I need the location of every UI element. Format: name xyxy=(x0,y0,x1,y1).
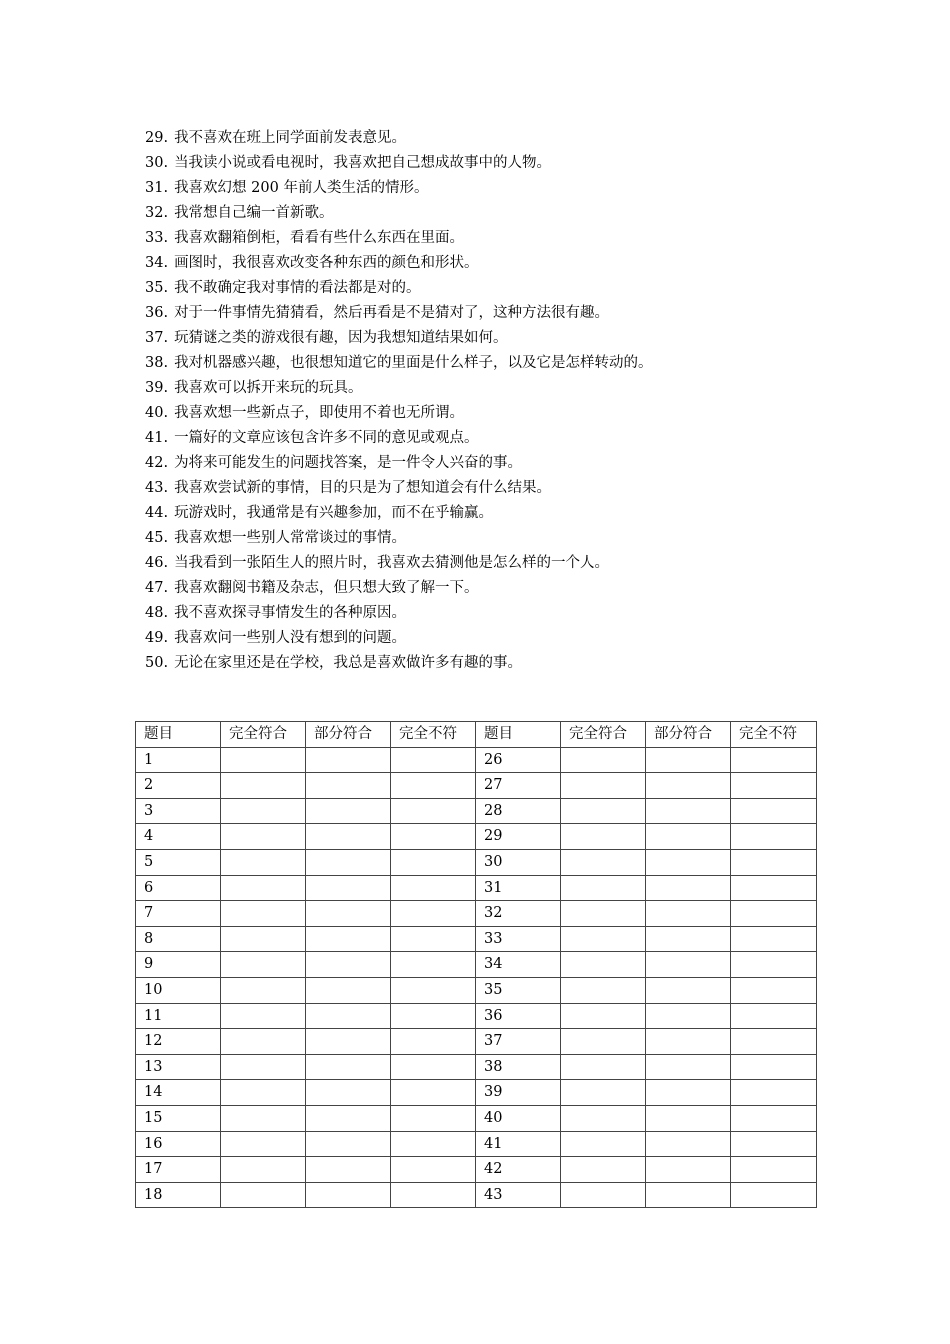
table-row xyxy=(136,1182,817,1208)
answer-cell[interactable] xyxy=(646,977,731,1003)
item-number-cell: 29 xyxy=(476,824,561,850)
item-number-cell: 36 xyxy=(476,1003,561,1029)
item-number-cell: 9 xyxy=(136,952,221,978)
answer-cell[interactable] xyxy=(731,1131,817,1157)
question-text: 玩游戏时，我通常是有兴趣参加，而不在乎输赢。 xyxy=(174,505,494,521)
item-number-cell: 35 xyxy=(476,977,561,1003)
answer-cell[interactable] xyxy=(561,1182,646,1208)
answer-cell[interactable] xyxy=(391,875,476,901)
column-header: 部分符合 xyxy=(306,722,391,748)
answer-cell[interactable] xyxy=(646,875,731,901)
question-text: 我不敢确定我对事情的看法都是对的。 xyxy=(174,280,421,296)
item-number-cell: 2 xyxy=(136,773,221,799)
question-item xyxy=(145,501,653,526)
answer-cell[interactable] xyxy=(646,1003,731,1029)
question-item xyxy=(145,476,653,501)
answer-cell[interactable] xyxy=(306,824,391,850)
answer-cell[interactable] xyxy=(221,952,306,978)
item-number-cell: 27 xyxy=(476,773,561,799)
answer-cell[interactable] xyxy=(221,926,306,952)
answer-cell[interactable] xyxy=(221,747,306,773)
table-row xyxy=(136,901,817,927)
answer-cell[interactable] xyxy=(221,1003,306,1029)
answer-cell[interactable] xyxy=(646,1105,731,1131)
question-number: 42. xyxy=(145,455,169,471)
answer-cell[interactable] xyxy=(221,901,306,927)
table-row xyxy=(136,1131,817,1157)
question-number: 40. xyxy=(145,405,169,421)
answer-cell[interactable] xyxy=(646,1131,731,1157)
answer-cell[interactable] xyxy=(561,1131,646,1157)
question-text: 我不喜欢在班上同学面前发表意见。 xyxy=(174,130,407,146)
answer-cell[interactable] xyxy=(731,747,817,773)
item-number-cell: 10 xyxy=(136,977,221,1003)
answer-cell[interactable] xyxy=(646,1182,731,1208)
answer-cell[interactable] xyxy=(646,849,731,875)
answer-cell[interactable] xyxy=(731,875,817,901)
question-text: 玩猜谜之类的游戏很有趣，因为我想知道结果如何。 xyxy=(174,330,508,346)
answer-cell[interactable] xyxy=(306,1003,391,1029)
answer-cell[interactable] xyxy=(561,849,646,875)
table-row xyxy=(136,1029,817,1055)
answer-cell[interactable] xyxy=(561,773,646,799)
question-text: 为将来可能发生的问题找答案，是一件令人兴奋的事。 xyxy=(174,455,523,471)
answer-cell[interactable] xyxy=(646,798,731,824)
answer-cell[interactable] xyxy=(306,1080,391,1106)
question-text: 我喜欢翻箱倒柜，看看有些什么东西在里面。 xyxy=(174,230,465,246)
answer-cell[interactable] xyxy=(561,926,646,952)
answer-cell[interactable] xyxy=(221,1054,306,1080)
answer-cell[interactable] xyxy=(306,747,391,773)
question-text: 当我读小说或看电视时，我喜欢把自己想成故事中的人物。 xyxy=(174,155,552,171)
answer-cell[interactable] xyxy=(391,849,476,875)
answer-cell[interactable] xyxy=(221,1131,306,1157)
question-item xyxy=(145,251,653,276)
answer-cell[interactable] xyxy=(306,1182,391,1208)
item-number-cell: 31 xyxy=(476,875,561,901)
question-item xyxy=(145,226,653,251)
item-number-cell: 40 xyxy=(476,1105,561,1131)
item-number-cell: 13 xyxy=(136,1054,221,1080)
question-number: 36. xyxy=(145,305,169,321)
answer-cell[interactable] xyxy=(221,1105,306,1131)
answer-cell[interactable] xyxy=(646,1080,731,1106)
question-item xyxy=(145,126,653,151)
answer-cell[interactable] xyxy=(391,1131,476,1157)
item-number-cell: 8 xyxy=(136,926,221,952)
answer-cell[interactable] xyxy=(561,875,646,901)
question-number: 33. xyxy=(145,230,169,246)
item-number-cell: 26 xyxy=(476,747,561,773)
answer-cell[interactable] xyxy=(561,824,646,850)
question-number: 31. xyxy=(145,180,169,196)
answer-cell[interactable] xyxy=(221,773,306,799)
question-text: 我喜欢可以拆开来玩的玩具。 xyxy=(174,380,363,396)
question-text: 我对机器感兴趣，也很想知道它的里面是什么样子，以及它是怎样转动的。 xyxy=(174,355,653,371)
item-number-cell: 18 xyxy=(136,1182,221,1208)
question-number: 50. xyxy=(145,655,169,671)
question-item xyxy=(145,601,653,626)
answer-cell[interactable] xyxy=(731,901,817,927)
item-number-cell: 16 xyxy=(136,1131,221,1157)
question-text: 我喜欢幻想 200 年前人类生活的情形。 xyxy=(174,180,429,196)
item-number-cell: 14 xyxy=(136,1080,221,1106)
item-number-cell: 1 xyxy=(136,747,221,773)
item-number-cell: 28 xyxy=(476,798,561,824)
answer-cell[interactable] xyxy=(646,1029,731,1055)
item-number-cell: 30 xyxy=(476,849,561,875)
question-item xyxy=(145,326,653,351)
column-header: 完全不符 xyxy=(731,722,817,748)
question-text: 我喜欢翻阅书籍及杂志，但只想大致了解一下。 xyxy=(174,580,479,596)
question-number: 48. xyxy=(145,605,169,621)
table-row xyxy=(136,798,817,824)
column-header: 题目 xyxy=(136,722,221,748)
table-row xyxy=(136,1003,817,1029)
answer-cell[interactable] xyxy=(731,824,817,850)
answer-cell[interactable] xyxy=(731,1029,817,1055)
table-row xyxy=(136,773,817,799)
table-row xyxy=(136,824,817,850)
question-number: 46. xyxy=(145,555,169,571)
answer-cell[interactable] xyxy=(221,1157,306,1183)
question-text: 我喜欢想一些新点子，即使用不着也无所谓。 xyxy=(174,405,465,421)
answer-cell[interactable] xyxy=(391,773,476,799)
answer-cell[interactable] xyxy=(646,824,731,850)
question-item xyxy=(145,551,653,576)
item-number-cell: 5 xyxy=(136,849,221,875)
question-text: 我喜欢尝试新的事情，目的只是为了想知道会有什么结果。 xyxy=(174,480,552,496)
column-header: 完全不符 xyxy=(391,722,476,748)
answer-cell[interactable] xyxy=(561,952,646,978)
item-number-cell: 33 xyxy=(476,926,561,952)
question-number: 41. xyxy=(145,430,169,446)
question-item xyxy=(145,351,653,376)
question-text: 我喜欢想一些别人常常谈过的事情。 xyxy=(174,530,407,546)
question-text: 我喜欢问一些别人没有想到的问题。 xyxy=(174,630,407,646)
question-text: 画图时，我很喜欢改变各种东西的颜色和形状。 xyxy=(174,255,479,271)
answer-cell[interactable] xyxy=(306,875,391,901)
table-row xyxy=(136,875,817,901)
column-header: 完全符合 xyxy=(221,722,306,748)
item-number-cell: 37 xyxy=(476,1029,561,1055)
answer-cell[interactable] xyxy=(221,798,306,824)
table-row xyxy=(136,926,817,952)
table-row xyxy=(136,952,817,978)
question-item xyxy=(145,176,653,201)
question-text: 我常想自己编一首新歌。 xyxy=(174,205,334,221)
question-number: 45. xyxy=(145,530,169,546)
table-row xyxy=(136,977,817,1003)
item-number-cell: 4 xyxy=(136,824,221,850)
answer-cell[interactable] xyxy=(391,977,476,1003)
item-number-cell: 12 xyxy=(136,1029,221,1055)
table-header-row xyxy=(136,722,817,748)
answer-cell[interactable] xyxy=(731,1105,817,1131)
question-number: 39. xyxy=(145,380,169,396)
answer-cell[interactable] xyxy=(731,1054,817,1080)
question-number: 38. xyxy=(145,355,169,371)
answer-cell[interactable] xyxy=(646,1157,731,1183)
question-item xyxy=(145,276,653,301)
answer-cell[interactable] xyxy=(561,1157,646,1183)
answer-cell[interactable] xyxy=(221,1029,306,1055)
column-header: 完全符合 xyxy=(561,722,646,748)
question-item xyxy=(145,301,653,326)
question-text: 当我看到一张陌生人的照片时，我喜欢去猜测他是怎么样的一个人。 xyxy=(174,555,610,571)
answer-cell[interactable] xyxy=(561,1029,646,1055)
question-item xyxy=(145,426,653,451)
item-number-cell: 32 xyxy=(476,901,561,927)
question-item xyxy=(145,576,653,601)
item-number-cell: 39 xyxy=(476,1080,561,1106)
answer-cell[interactable] xyxy=(306,773,391,799)
answer-cell[interactable] xyxy=(731,1003,817,1029)
answer-cell[interactable] xyxy=(306,952,391,978)
answer-cell[interactable] xyxy=(731,926,817,952)
item-number-cell: 38 xyxy=(476,1054,561,1080)
item-number-cell: 3 xyxy=(136,798,221,824)
answer-cell[interactable] xyxy=(731,798,817,824)
answer-cell[interactable] xyxy=(391,747,476,773)
table-row xyxy=(136,1157,817,1183)
answer-cell[interactable] xyxy=(561,1003,646,1029)
answer-cell[interactable] xyxy=(391,952,476,978)
answer-sheet-table xyxy=(135,721,817,1208)
table-row xyxy=(136,747,817,773)
question-item xyxy=(145,376,653,401)
answer-cell[interactable] xyxy=(731,849,817,875)
item-number-cell: 42 xyxy=(476,1157,561,1183)
item-number-cell: 34 xyxy=(476,952,561,978)
answer-cell[interactable] xyxy=(306,1131,391,1157)
answer-cell[interactable] xyxy=(561,977,646,1003)
answer-cell[interactable] xyxy=(221,849,306,875)
question-number: 43. xyxy=(145,480,169,496)
answer-cell[interactable] xyxy=(646,901,731,927)
answer-cell[interactable] xyxy=(561,1105,646,1131)
answer-cell[interactable] xyxy=(561,747,646,773)
answer-cell[interactable] xyxy=(306,901,391,927)
answer-cell[interactable] xyxy=(391,1182,476,1208)
answer-cell[interactable] xyxy=(391,1105,476,1131)
answer-cell[interactable] xyxy=(646,926,731,952)
column-header: 部分符合 xyxy=(646,722,731,748)
answer-cell[interactable] xyxy=(646,773,731,799)
question-item xyxy=(145,626,653,651)
answer-cell[interactable] xyxy=(306,849,391,875)
question-text: 对于一件事情先猜猜看，然后再看是不是猜对了，这种方法很有趣。 xyxy=(174,305,610,321)
question-number: 44. xyxy=(145,505,169,521)
answer-cell[interactable] xyxy=(306,977,391,1003)
question-number: 29. xyxy=(145,130,169,146)
question-item xyxy=(145,201,653,226)
answer-cell[interactable] xyxy=(391,1003,476,1029)
answer-cell[interactable] xyxy=(561,1054,646,1080)
item-number-cell: 15 xyxy=(136,1105,221,1131)
question-item xyxy=(145,151,653,176)
question-number: 34. xyxy=(145,255,169,271)
item-number-cell: 43 xyxy=(476,1182,561,1208)
answer-cell[interactable] xyxy=(391,1054,476,1080)
item-number-cell: 11 xyxy=(136,1003,221,1029)
question-item xyxy=(145,526,653,551)
answer-cell[interactable] xyxy=(221,977,306,1003)
answer-cell[interactable] xyxy=(391,798,476,824)
column-header: 题目 xyxy=(476,722,561,748)
answer-cell[interactable] xyxy=(731,1080,817,1106)
answer-cell[interactable] xyxy=(221,1080,306,1106)
answer-cell[interactable] xyxy=(731,1157,817,1183)
question-item xyxy=(145,401,653,426)
question-item xyxy=(145,451,653,476)
item-number-cell: 41 xyxy=(476,1131,561,1157)
answer-cell[interactable] xyxy=(731,952,817,978)
question-number: 35. xyxy=(145,280,169,296)
question-number: 30. xyxy=(145,155,169,171)
question-number: 32. xyxy=(145,205,169,221)
question-text: 我不喜欢探寻事情发生的各种原因。 xyxy=(174,605,407,621)
question-list xyxy=(145,126,653,676)
item-number-cell: 7 xyxy=(136,901,221,927)
table-row xyxy=(136,1080,817,1106)
question-number: 37. xyxy=(145,330,169,346)
answer-cell[interactable] xyxy=(731,773,817,799)
table-row xyxy=(136,849,817,875)
answer-cell[interactable] xyxy=(221,875,306,901)
answer-cell[interactable] xyxy=(391,1080,476,1106)
answer-cell[interactable] xyxy=(646,952,731,978)
answer-cell[interactable] xyxy=(391,926,476,952)
answer-cell[interactable] xyxy=(306,926,391,952)
question-number: 49. xyxy=(145,630,169,646)
question-number: 47. xyxy=(145,580,169,596)
item-number-cell: 17 xyxy=(136,1157,221,1183)
answer-cell[interactable] xyxy=(306,1054,391,1080)
table-row xyxy=(136,1105,817,1131)
answer-cell[interactable] xyxy=(391,1157,476,1183)
question-text: 一篇好的文章应该包含许多不同的意见或观点。 xyxy=(174,430,479,446)
answer-cell[interactable] xyxy=(561,798,646,824)
answer-cell[interactable] xyxy=(731,1182,817,1208)
answer-cell[interactable] xyxy=(561,1080,646,1106)
table-row xyxy=(136,1054,817,1080)
answer-cell[interactable] xyxy=(306,1029,391,1055)
answer-cell[interactable] xyxy=(221,824,306,850)
answer-cell[interactable] xyxy=(391,824,476,850)
answer-cell[interactable] xyxy=(306,1105,391,1131)
answer-cell[interactable] xyxy=(221,1182,306,1208)
answer-cell[interactable] xyxy=(646,747,731,773)
answer-cell[interactable] xyxy=(306,798,391,824)
answer-cell[interactable] xyxy=(391,1029,476,1055)
answer-cell[interactable] xyxy=(646,1054,731,1080)
item-number-cell: 6 xyxy=(136,875,221,901)
answer-cell[interactable] xyxy=(561,901,646,927)
question-item xyxy=(145,651,653,676)
answer-cell[interactable] xyxy=(731,977,817,1003)
answer-cell[interactable] xyxy=(306,1157,391,1183)
answer-cell[interactable] xyxy=(391,901,476,927)
question-text: 无论在家里还是在学校，我总是喜欢做许多有趣的事。 xyxy=(174,655,523,671)
